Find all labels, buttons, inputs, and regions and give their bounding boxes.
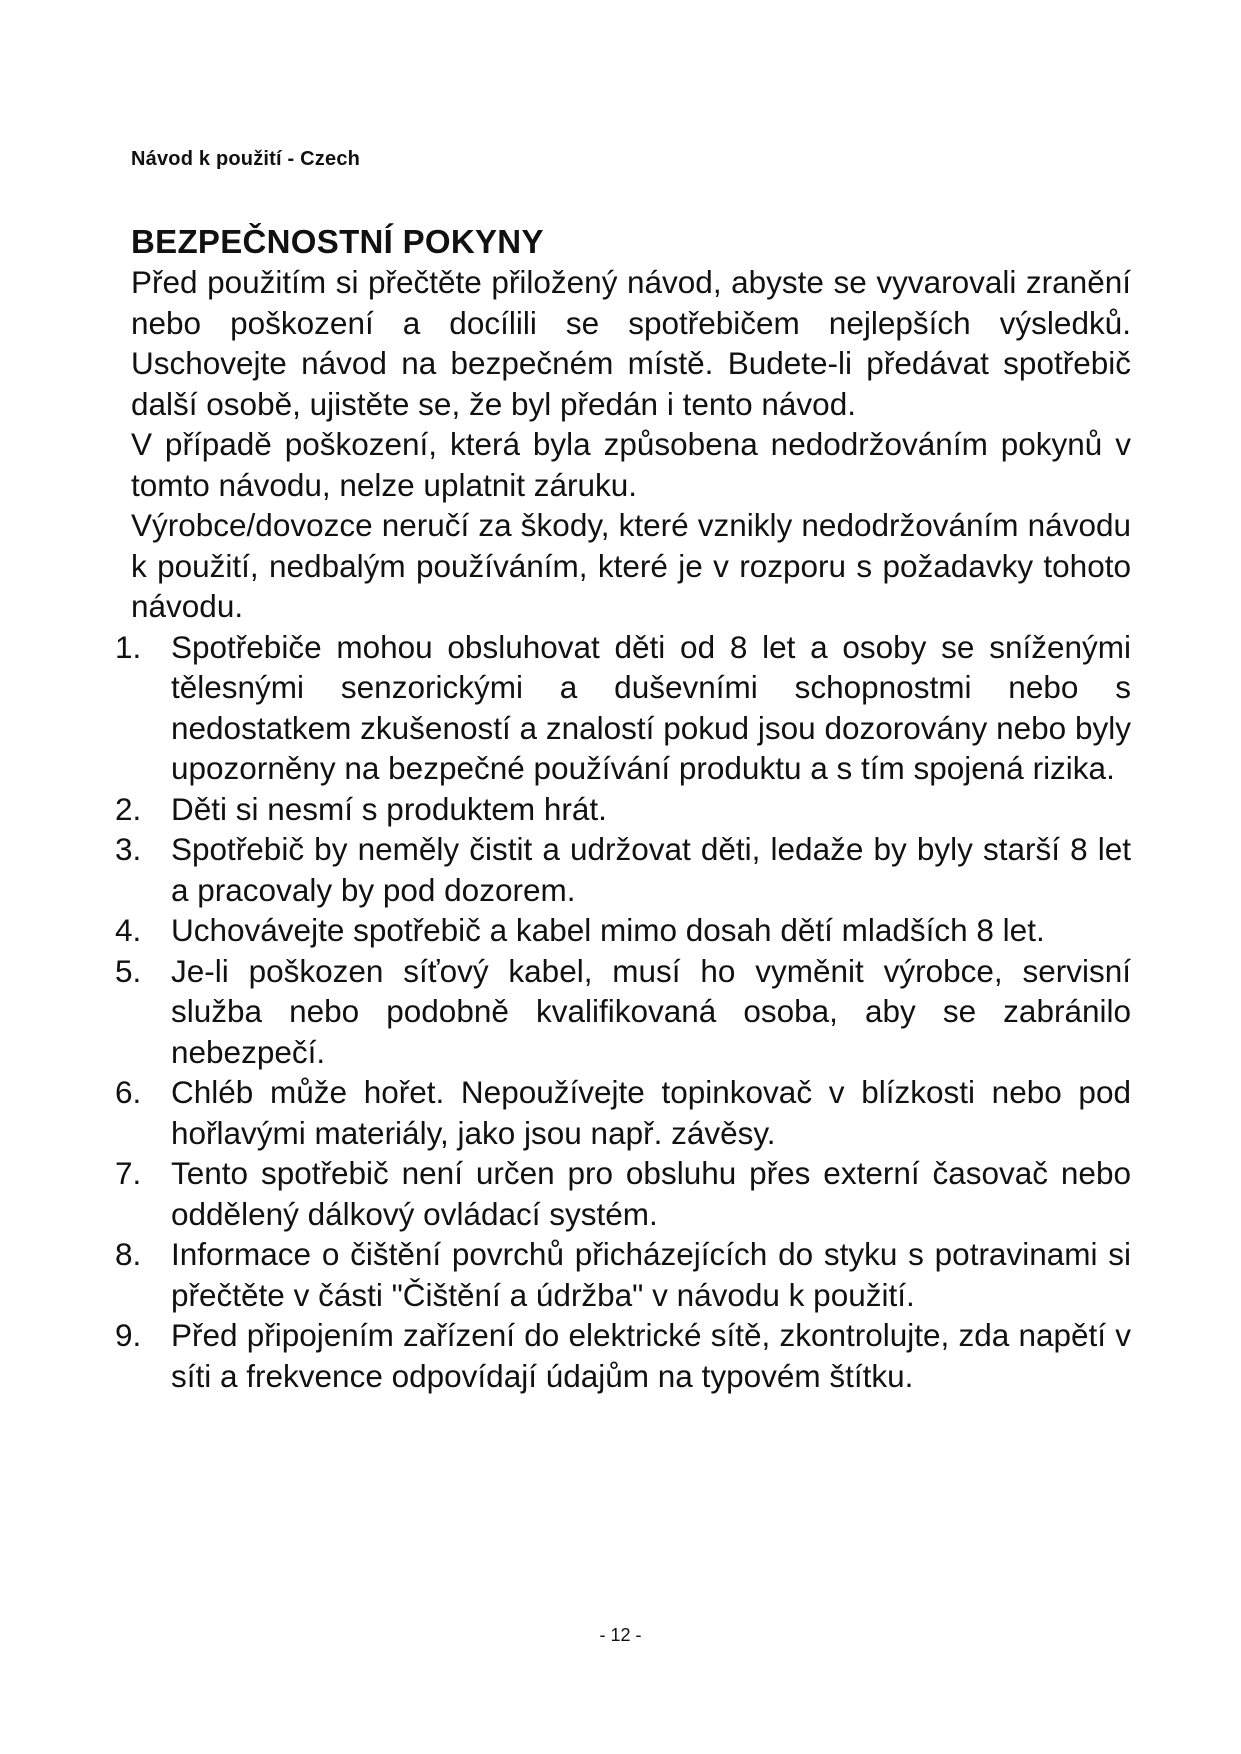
list-item: [115, 1315, 1131, 1396]
intro-paragraph: Před použitím si přečtěte přiložený návod, abyste se vyvarovali zranění nebo poškození a docílili se spotřebičem nejlepších výsledků. Uschovejte návod na bezpečném místě. Budete-li předávat spotřebič další osobě, ujistěte se, že byl předán i tento návod.: [131, 264, 1131, 422]
intro-text: [131, 262, 1131, 627]
list-item-text: Informace o čištění povrchů přicházejících do styku s potravinami si přečtěte v části "Čištění a údržba" v návodu k použití.: [171, 1236, 1131, 1313]
page-number: - 12 -: [599, 1625, 642, 1645]
list-item-number: 2.: [115, 790, 142, 827]
list-item-number: 3.: [115, 831, 142, 867]
intro-paragraph: V případě poškození, která byla způsobena nedodržováním pokynů v tomto návodu, nelze uplatnit záruku.: [131, 426, 1131, 503]
list-item: [115, 1234, 1131, 1315]
list-item-text: Děti si nesmí s produktem hrát.: [171, 790, 607, 827]
list-item-number: 1.: [115, 628, 142, 665]
safety-instructions-list: [115, 627, 1131, 1397]
list-item-number: 9.: [115, 1317, 142, 1353]
safety-section: [115, 222, 1131, 1396]
document-header: Návod k použití - Czech: [131, 148, 361, 170]
list-item: [115, 1153, 1131, 1234]
list-item: [115, 789, 1131, 830]
list-item: [115, 829, 1131, 910]
list-item-text: Chléb může hořet. Nepoužívejte topinkovač v blízkosti nebo pod hořlavými materiály, jako jsou např. závěsy.: [171, 1074, 1131, 1151]
list-item: [115, 910, 1131, 951]
list-item-number: 5.: [115, 952, 142, 989]
list-item-text: Je-li poškozen síťový kabel, musí ho vyměnit výrobce, servisní služba nebo podobně kvalifikovaná osoba, aby se zabránilo nebezpečí.: [171, 952, 1131, 1070]
section-title: BEZPEČNOSTNÍ POKYNY: [131, 223, 544, 260]
list-item-text: Spotřebič by neměly čistit a udržovat děti, ledaže by byly starší 8 let a pracovaly by pod dozorem.: [171, 831, 1131, 908]
list-item-text: Tento spotřebič není určen pro obsluhu přes externí časovač nebo oddělený dálkový ovládací systém.: [171, 1155, 1131, 1232]
list-item-number: 4.: [115, 912, 142, 948]
list-item: [115, 627, 1131, 789]
intro-paragraph: Výrobce/dovozce neručí za škody, které vznikly nedodržováním návodu k použití, nedbalým používáním, které je v rozporu s požadavky tohoto návodu.: [131, 507, 1131, 624]
list-item-number: 6.: [115, 1074, 142, 1110]
list-item: [115, 1072, 1131, 1153]
list-item-text: Před připojením zařízení do elektrické sítě, zkontrolujte, zda napětí v síti a frekvence odpovídají údajům na typovém štítku.: [171, 1317, 1131, 1394]
list-item: [115, 951, 1131, 1073]
list-item-number: 8.: [115, 1236, 142, 1272]
list-item-text: Uchovávejte spotřebič a kabel mimo dosah dětí mladších 8 let.: [171, 912, 1045, 948]
list-item-number: 7.: [115, 1155, 142, 1191]
list-item-text: Spotřebiče mohou obsluhovat děti od 8 let a osoby se sníženými tělesnými senzorickými a duševními schopnostmi nebo s nedostatkem zkušeností a znalostí pokud jsou dozorovány nebo byly upozorněny na bezpečné používání produktu a s tím spojená rizika.: [171, 628, 1131, 786]
